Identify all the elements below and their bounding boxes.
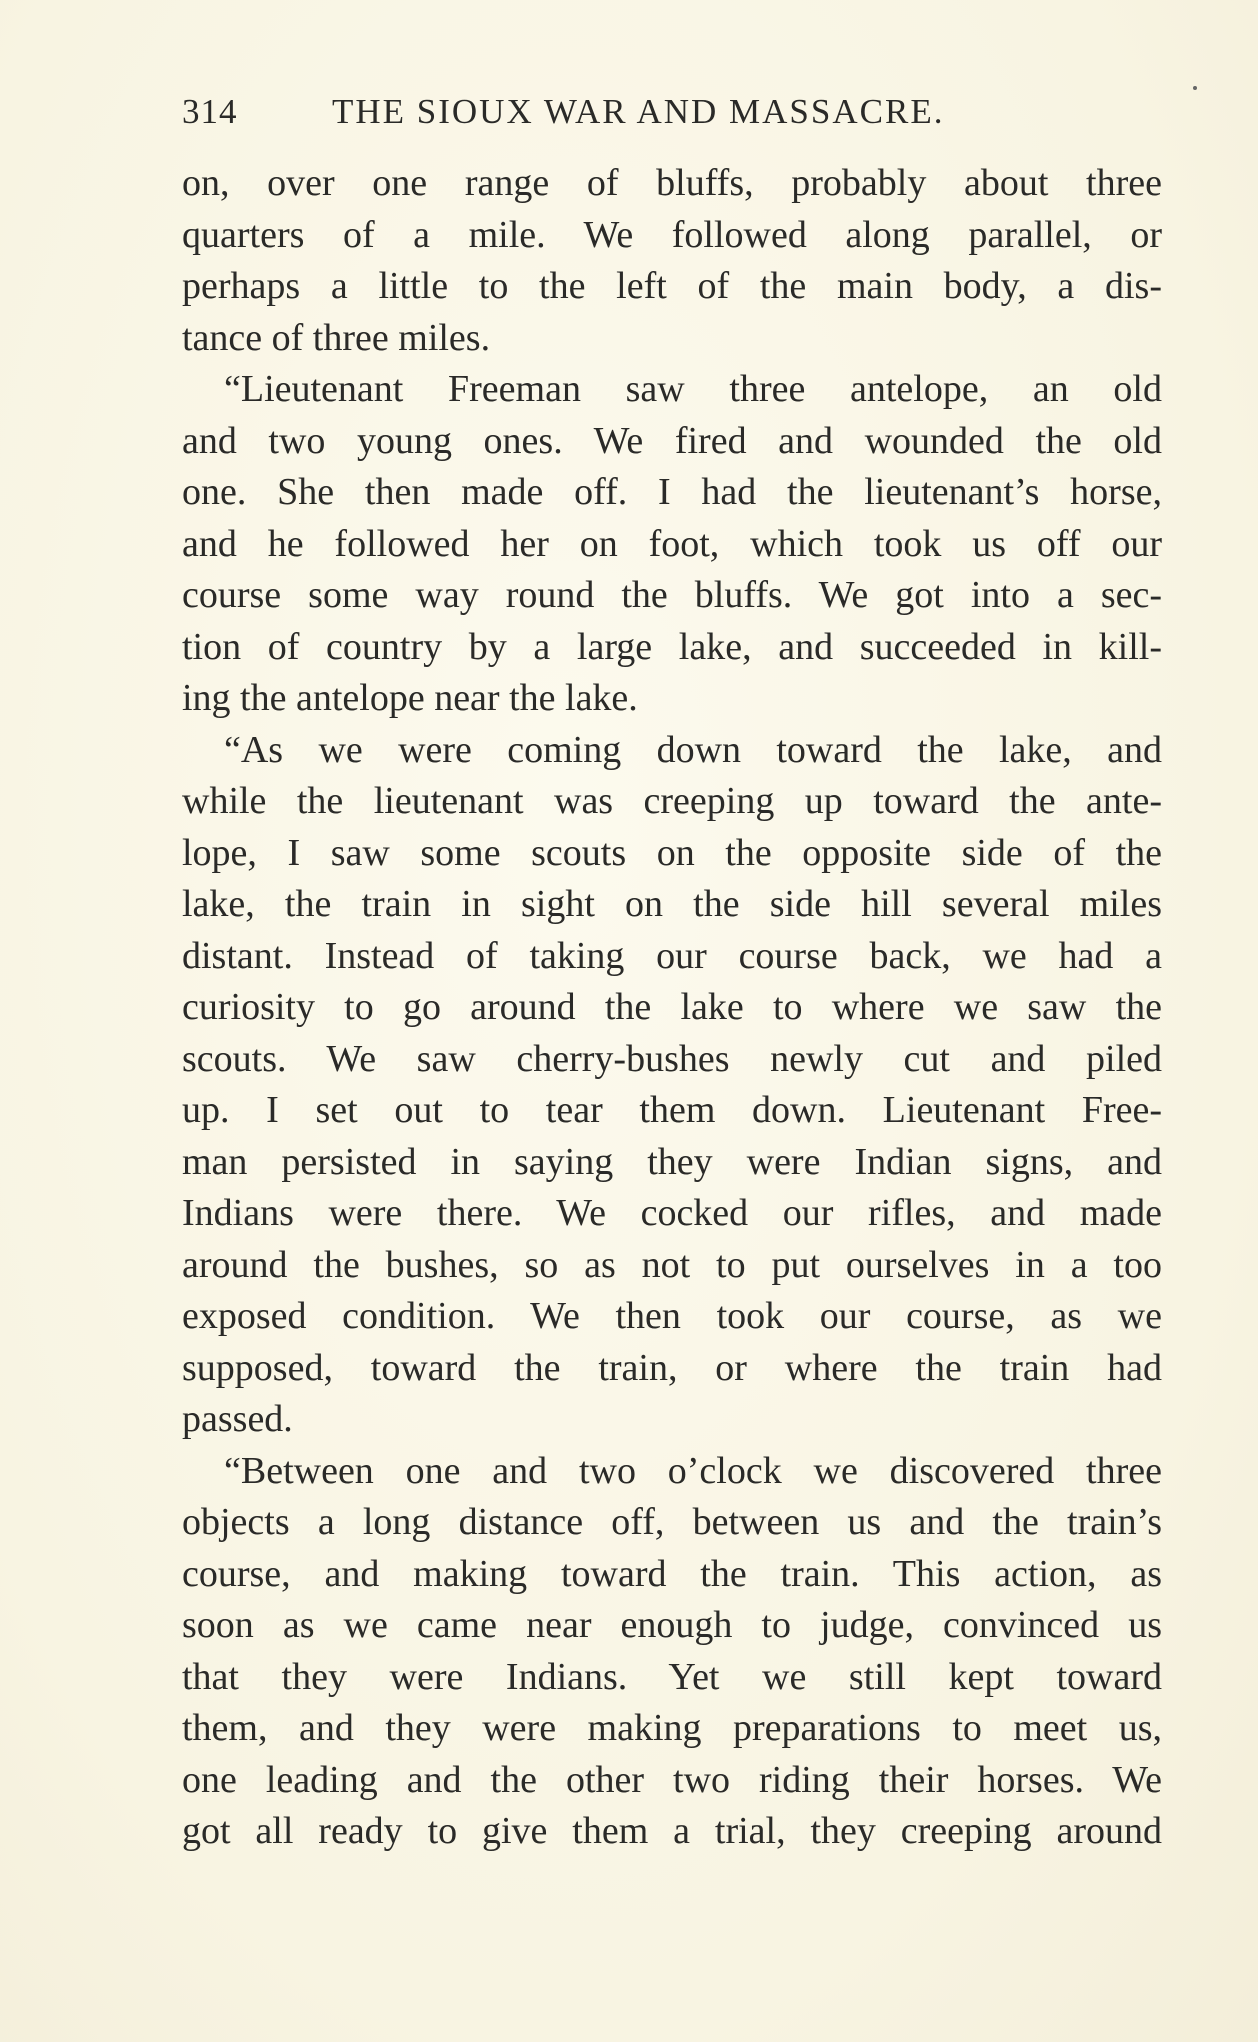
text-line: one. She then made off. I had the lieutenant’s horse,: [182, 471, 1162, 513]
text-line: ing the antelope near the lake.: [182, 677, 638, 719]
ink-speck: [1193, 86, 1197, 90]
text-line: objects a long distance off, between us and the train’s: [182, 1501, 1162, 1543]
text-line: scouts. We saw cherry-bushes newly cut and piled: [182, 1037, 1162, 1080]
text-line: tion of country by a large lake, and succeeded in kill-: [182, 625, 1162, 668]
text-line: lake, the train in sight on the side hill several miles: [182, 883, 1162, 925]
text-line: on, over one range of bluffs, probably about three: [182, 162, 1162, 204]
text-line: distant. Instead of taking our course back, we had a: [182, 934, 1162, 977]
body-text: [182, 158, 1162, 1858]
text-line: around the bushes, so as not to put ourselves in a too: [182, 1243, 1162, 1286]
text-line: “As we were coming down toward the lake, and: [224, 728, 1162, 771]
text-line: that they were Indians. Yet we still kept toward: [182, 1655, 1162, 1698]
text-line: quarters of a mile. We followed along parallel, or: [182, 213, 1162, 256]
text-line: perhaps a little to the left of the main body, a dis-: [182, 265, 1162, 307]
text-line: Indians were there. We cocked our rifles, and made: [182, 1192, 1162, 1234]
text-line: exposed condition. We then took our course, as we: [182, 1295, 1162, 1337]
text-line: got all ready to give them a trial, they creeping around: [182, 1810, 1162, 1852]
text-line: while the lieutenant was creeping up toward the ante-: [182, 780, 1162, 822]
text-line: course, and making toward the train. This action, as: [182, 1552, 1162, 1595]
text-line: soon as we came near enough to judge, convinced us: [182, 1604, 1162, 1646]
text-line: supposed, toward the train, or where the train had: [182, 1346, 1162, 1389]
page-number: 314: [182, 92, 238, 131]
text-line: lope, I saw some scouts on the opposite side of the: [182, 831, 1162, 874]
text-line: up. I set out to tear them down. Lieutenant Free-: [182, 1089, 1162, 1131]
text-line: them, and they were making preparations to meet us,: [182, 1707, 1162, 1749]
text-line: and he followed her on foot, which took us off our: [182, 522, 1162, 565]
text-line: “Between one and two o’clock we discovered three: [224, 1449, 1162, 1492]
text-line: passed.: [182, 1398, 293, 1440]
text-line: curiosity to go around the lake to where we saw the: [182, 986, 1162, 1028]
text-line: man persisted in saying they were Indian signs, and: [182, 1140, 1162, 1183]
text-line: course some way round the bluffs. We got into a sec-: [182, 574, 1162, 616]
text-line: “Lieutenant Freeman saw three antelope, an old: [224, 368, 1162, 410]
text-line: one leading and the other two riding their horses. We: [182, 1758, 1162, 1801]
running-head: [182, 90, 1182, 134]
text-line: and two young ones. We fired and wounded the old: [182, 419, 1162, 462]
running-title: THE SIOUX WAR AND MASSACRE.: [332, 92, 945, 131]
text-line: tance of three miles.: [182, 316, 491, 359]
